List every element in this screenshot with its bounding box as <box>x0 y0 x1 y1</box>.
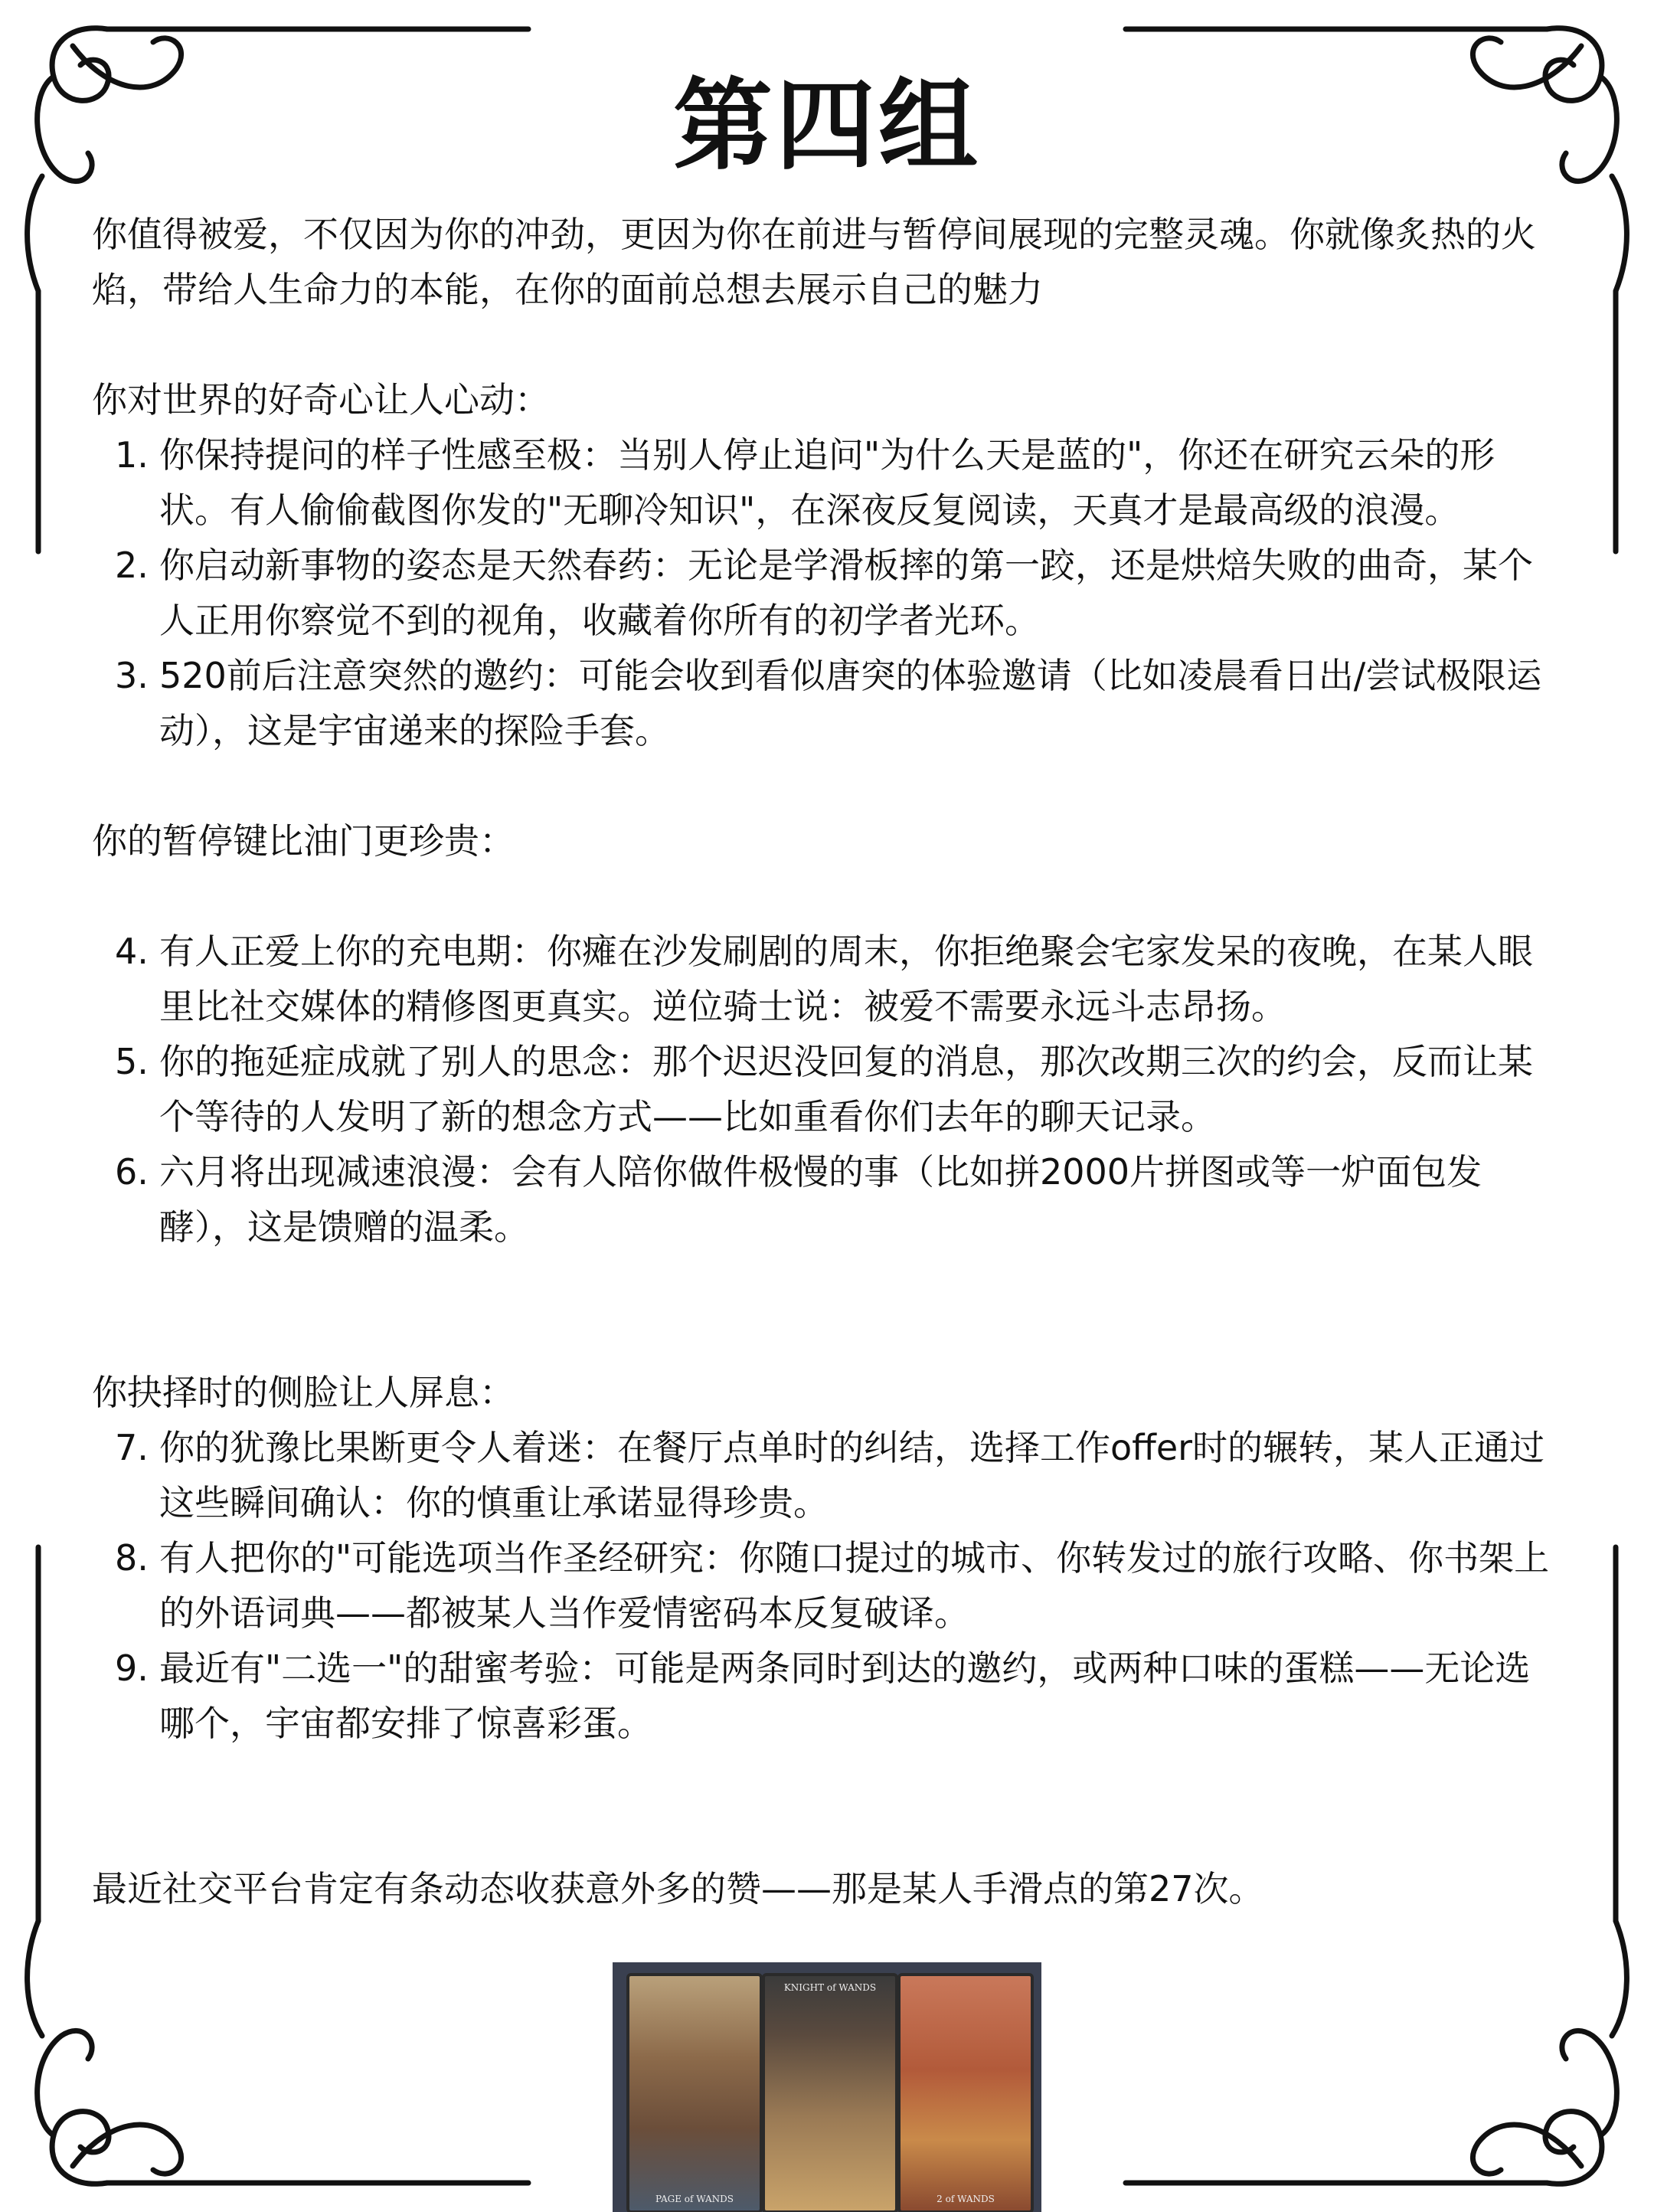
tarot-cards-photo <box>613 1962 1041 2212</box>
page-title: 第四组 <box>672 67 981 184</box>
card-label: 2 of WANDS <box>937 2194 995 2204</box>
list-item: 3. 520前后注意突然的邀约：可能会收到看似唐突的体验邀请（比如凌晨看日出/尝试极限运动），这是宇宙递来的探险手套。 <box>115 655 1542 751</box>
section-heading: 你的暂停键比油门更珍贵： <box>92 820 515 862</box>
numbered-list <box>92 427 1562 758</box>
section-heading: 你抉择时的侧脸让人屏息： <box>92 1372 515 1413</box>
closing-line: 最近社交平台肯定有条动态收获意外多的赞——那是某人手滑点的第27次。 <box>92 1868 1264 1909</box>
tarot-card <box>897 1973 1034 2212</box>
list-item: 1. 你保持提问的样子性感至极：当别人停止追问"为什么天是蓝的"，你还在研究云朵的形状。有人偷偷截图你发的"无聊冷知识"，在深夜反复阅读，天真才是最高级的浪漫。 <box>115 434 1495 531</box>
numbered-list <box>92 924 1562 1255</box>
intro-paragraph: 你值得被爱，不仅因为你的冲劲，更因为你在前进与暂停间展现的完整灵魂。你就像炙热的火焰，带给人生命力的本能，在你的面前总想去展示自己的魅力 <box>92 214 1536 310</box>
list-item: 4. 有人正爱上你的充电期：你瘫在沙发刷剧的周末，你拒绝聚会宅家发呆的夜晚，在某人眼里比社交媒体的精修图更真实。逆位骑士说：被爱不需要永远斗志昂扬。 <box>115 931 1533 1027</box>
list-item: 7. 你的犹豫比果断更令人着迷：在餐厅点单时的纠结，选择工作offer时的辗转，某人正通过这些瞬间确认：你的慎重让承诺显得珍贵。 <box>115 1427 1545 1523</box>
card-label: KNIGHT of WANDS <box>783 1982 877 1993</box>
tarot-card <box>762 1973 898 2212</box>
list-item: 6. 六月将出现减速浪漫：会有人陪你做件极慢的事（比如拼2000片拼图或等一炉面包发酵），这是馈赠的温柔。 <box>115 1151 1482 1248</box>
list-item: 5. 你的拖延症成就了别人的思念：那个迟迟没回复的消息，那次改期三次的约会，反而让某个等待的人发明了新的想念方式——比如重看你们去年的聊天记录。 <box>115 1041 1533 1137</box>
tarot-card <box>626 1973 763 2212</box>
body-content <box>92 207 1562 1916</box>
section-heading: 你对世界的好奇心让人心动： <box>92 379 550 420</box>
list-item: 2. 你启动新事物的姿态是天然春药：无论是学滑板摔的第一跤，还是烘焙失败的曲奇，某个人正用你察觉不到的视角，收藏着你所有的初学者光环。 <box>115 545 1533 641</box>
list-item: 9. 最近有"二选一"的甜蜜考验：可能是两条同时到达的邀约，或两种口味的蛋糕——无论选哪个，宇宙都安排了惊喜彩蛋。 <box>115 1648 1531 1744</box>
numbered-list <box>92 1420 1562 1751</box>
card-label: PAGE of WANDS <box>655 2194 734 2204</box>
list-item: 8. 有人把你的"可能选项当作圣经研究：你随口提过的城市、你转发过的旅行攻略、你书架上的外语词典——都被某人当作爱情密码本反复破译。 <box>115 1537 1550 1634</box>
